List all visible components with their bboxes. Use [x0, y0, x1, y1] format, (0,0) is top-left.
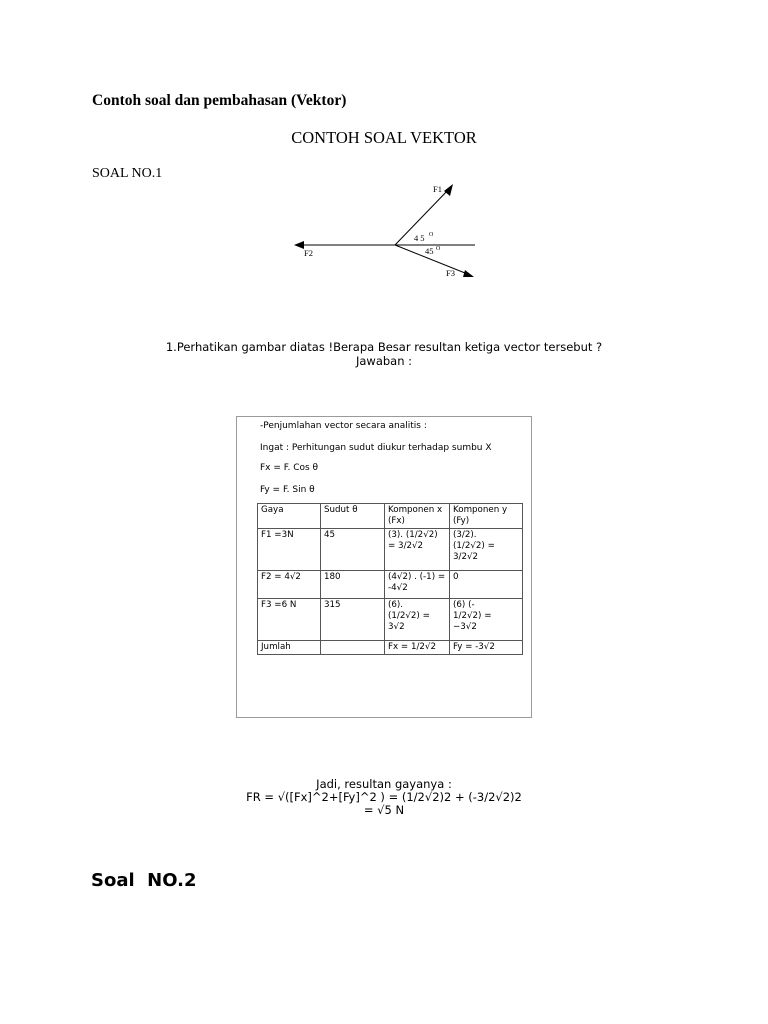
table-cell: F3 =6 N: [258, 599, 321, 641]
vector-diagram: [280, 178, 490, 288]
table-cell: F2 = 4√2: [258, 571, 321, 599]
result-text: [0, 778, 768, 817]
table-total-row: [258, 641, 523, 655]
header-cell: Sudut θ: [321, 504, 385, 529]
f3-label: F3: [446, 268, 455, 278]
angle-top-degree: O: [429, 232, 434, 238]
question-number-label: SOAL NO.1: [92, 166, 163, 181]
table-cell: [321, 641, 385, 655]
f1-label: F1: [433, 184, 442, 194]
question-line: 1.Perhatikan gambar diatas !Berapa Besar resultan ketiga vector tersebut ?: [165, 340, 603, 354]
table-cell: 45: [321, 529, 385, 571]
table-cell: 315: [321, 599, 385, 641]
answer-heading: Jawaban :: [355, 354, 413, 368]
table-row: [258, 529, 523, 571]
angle-bottom-degree: O: [436, 246, 441, 252]
angle-top-label: 45: [414, 233, 427, 243]
component-table: [257, 503, 523, 655]
f3-arrowhead: [463, 270, 474, 277]
question-2-heading: Soal NO.2: [91, 870, 197, 891]
answer-image-box: [236, 416, 532, 718]
section-title: CONTOH SOAL VEKTOR: [291, 128, 477, 147]
table-row: [258, 599, 523, 641]
table-cell: (3/2). (1/2√2) = 3/2√2: [450, 529, 523, 571]
fy-formula: Fy = F. Sin θ: [260, 485, 315, 495]
table-cell: (3). (1/2√2) = 3/2√2: [385, 529, 450, 571]
table-row: [258, 571, 523, 599]
result-intro: Jadi, resultan gayanya :: [316, 777, 452, 791]
table-header-row: [258, 504, 523, 529]
question-text: [0, 340, 768, 368]
table-cell: (6). (1/2√2) = 3√2: [385, 599, 450, 641]
table-cell: Fy = -3√2: [450, 641, 523, 655]
header-cell: Gaya: [258, 504, 321, 529]
table-cell: 180: [321, 571, 385, 599]
table-cell: (6) (- 1/2√2) = −3√2: [450, 599, 523, 641]
table-cell: F1 =3N: [258, 529, 321, 571]
document-title: Contoh soal dan pembahasan (Vektor): [92, 92, 347, 109]
header-cell: Komponen y (Fy): [450, 504, 523, 529]
method-note: -Penjumlahan vector secara analitis :: [260, 421, 427, 431]
angle-bottom-label: 45: [425, 246, 434, 256]
f2-label: F2: [304, 248, 313, 258]
table-cell: (4√2) . (-1) = -4√2: [385, 571, 450, 599]
result-value: = √5 N: [363, 803, 405, 817]
header-cell: Komponen x (Fx): [385, 504, 450, 529]
fx-formula: Fx = F. Cos θ: [260, 463, 319, 473]
table-cell: Fx = 1/2√2: [385, 641, 450, 655]
table-cell: 0: [450, 571, 523, 599]
table-cell: Jumlah: [258, 641, 321, 655]
f1-arrowhead: [444, 184, 453, 196]
result-formula: FR = √([Fx]^2+[Fy]^2 ) = (1/2√2)2 + (-3/2√2)2: [246, 790, 522, 804]
f2-arrowhead: [294, 241, 304, 249]
angle-note: Ingat : Perhitungan sudut diukur terhadap sumbu X: [260, 443, 492, 453]
